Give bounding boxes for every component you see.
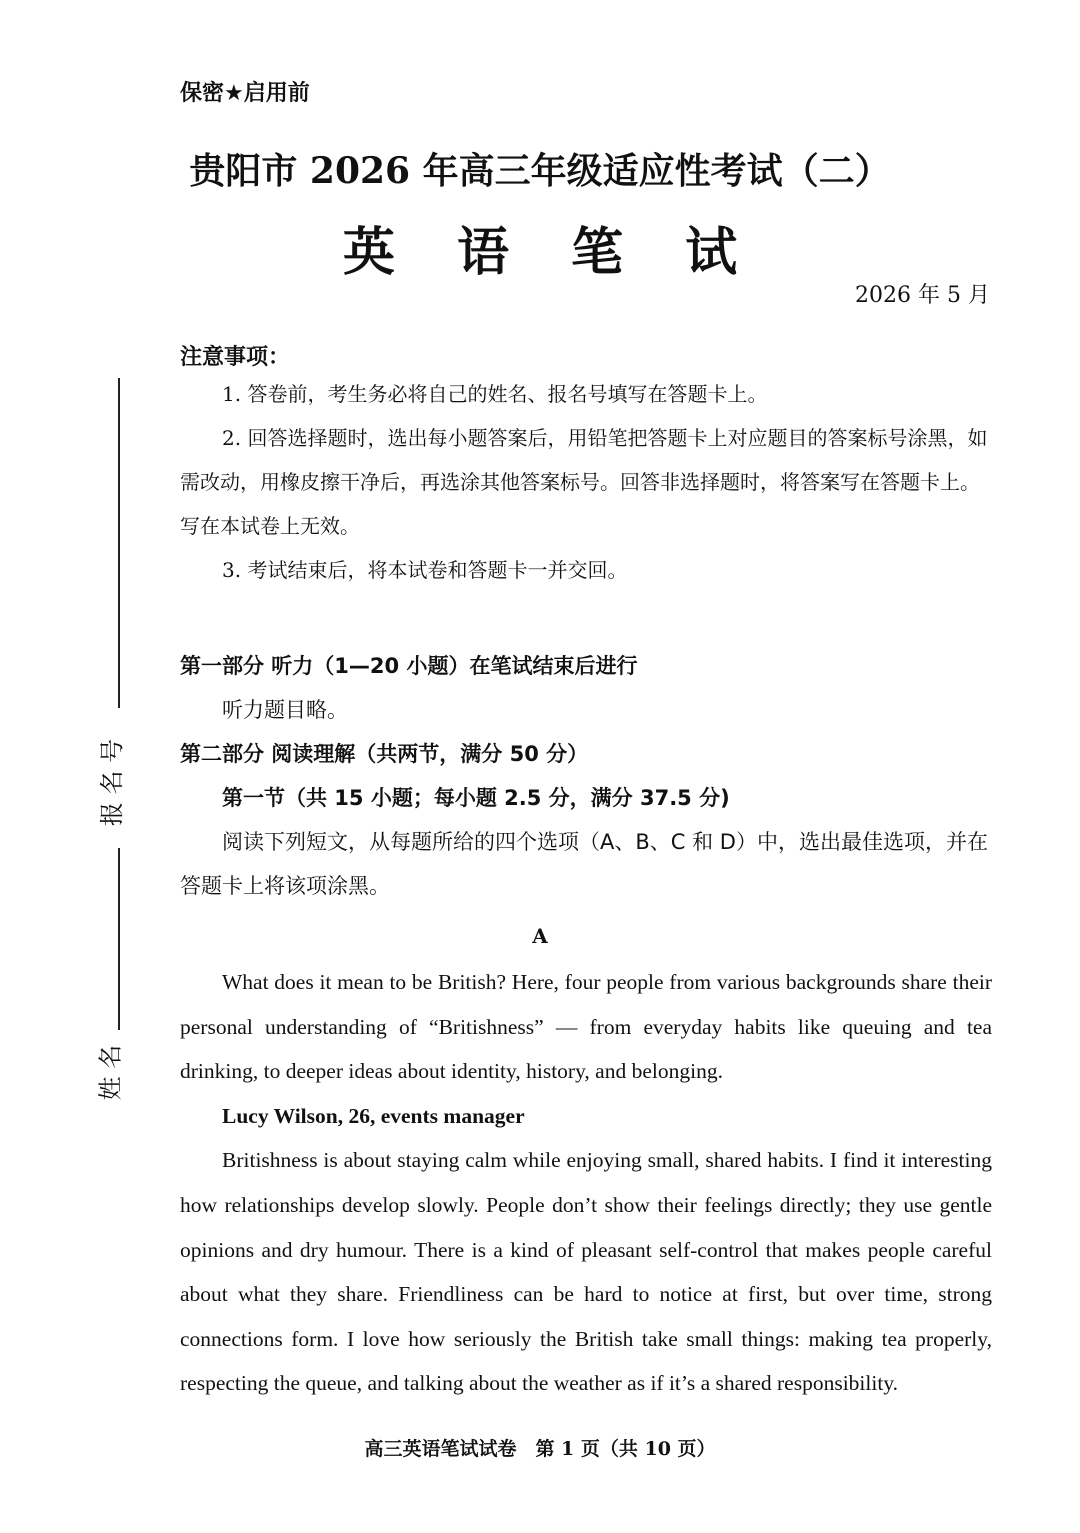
speaker-1-heading: Lucy Wilson, 26, events manager [222,1103,525,1128]
name-label: 姓 名 [96,1044,125,1101]
section1-heading: 第一节（共 15 小题；每小题 2.5 分，满分 37.5 分) [222,786,730,810]
exam-date: 2026 年 5 月 [855,283,990,308]
notice-heading: 注意事项： [180,345,291,370]
passage-body [180,960,992,1406]
binding-line-top [118,378,120,708]
page-footer: 高三英语笔试试卷 第 1 页（共 10 页） [364,1438,716,1460]
part2-heading: 第二部分 阅读理解（共两节，满分 50 分） [180,742,589,766]
notice-item-3: 3. 考试结束后，将本试卷和答题卡一并交回。 [222,558,628,582]
passage-intro: What does it mean to be British? Here, four people from various backgrounds share their personal understanding of “Britishness” — from everyday habits like queuing and tea drinking, to deeper ideas about identity, history, and belonging. [180,970,992,1084]
paper-subtitle: 英 语 笔 试 [342,222,760,283]
reading-instructions: 阅读下列短文，从每题所给的四个选项（A、B、C 和 D）中，选出最佳选项，并在答题卡上将该项涂黑。 [180,830,988,898]
confidential-mark: 保密★启用前 [180,81,310,106]
notice-item-1: 1. 答卷前，考生务必将自己的姓名、报名号填写在答题卡上。 [222,382,768,406]
notice-list [180,372,995,592]
part1-note: 听力题目略。 [222,698,348,722]
passage-letter: A [532,924,548,948]
part1-heading: 第一部分 听力（1—20 小题）在笔试结束后进行 [180,654,638,678]
section-block [180,644,995,908]
speaker-1-text: Britishness is about staying calm while enjoying small, shared habits. I find it interesting how relationships develop slowly. People don’t show their feelings directly; they use gentle opinions and dry humour. There is a kind of pleasant self-control that makes people careful about what they share. Friendliness can be hard to notice at first, but over time, strong connections form. I love how seriously the British take small things: making tea properly, respecting the queue, and talking about the weather as if it’s a shared responsibility. [180,1148,992,1396]
notice-item-2: 2. 回答选择题时，选出每小题答案后，用铅笔把答题卡上对应题目的答案标号涂黑，如需改动，用橡皮擦干净后，再选涂其他答案标号。回答非选择题时，将答案写在答题卡上。写在本试卷上无效。 [180,426,988,538]
exam-title: 贵阳市 2026 年高三年级适应性考试（二） [189,150,891,192]
registration-number-label: 报 名 号 [98,738,127,827]
